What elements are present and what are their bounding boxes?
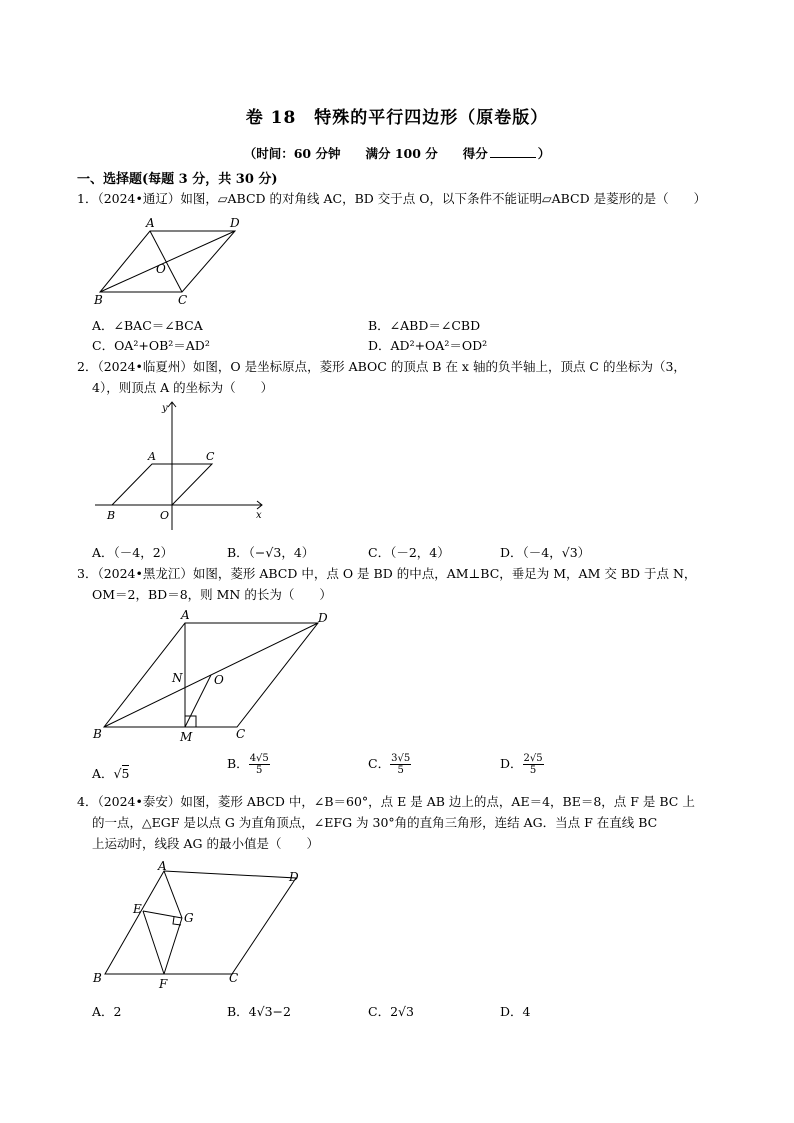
q3-option-c-prefix: C． [368, 756, 391, 771]
q3-option-d-fraction [523, 753, 544, 776]
rhombus-abcd [105, 871, 296, 974]
question-3-stem-line2: OM＝2，BD＝8，则 MN 的长为（ ） [92, 587, 332, 602]
label-o: O [214, 673, 224, 687]
label-f: F [159, 977, 168, 991]
q3-option-b-denominator: 5 [256, 765, 263, 776]
q3-option-a-prefix: A． [92, 766, 114, 781]
page-title: 卷 18 特殊的平行四边形（原卷版） [245, 108, 549, 128]
label-y: y [162, 403, 168, 414]
question-2-stem-line2: 4），则顶点 A 的坐标为（ ） [92, 380, 274, 395]
label-d: D [289, 870, 299, 884]
question-4-figure [88, 858, 318, 994]
question-4-stem-line1: 4．（2024•泰安）如图，菱形 ABCD 中，∠B＝60°，点 E 是 AB 边上的点，AE＝4，BE＝8，点 F 是 BC 上 [77, 794, 695, 809]
question-1-figure [90, 214, 250, 306]
q4-option-c: C．2√3 [368, 1004, 414, 1019]
q3-option-c-denominator: 5 [397, 765, 404, 776]
q3-option-d [500, 753, 544, 776]
sqrt-sign: √ [113, 766, 122, 781]
q2-option-b: B．（−√3，4） [227, 545, 315, 560]
q3-option-d-denominator: 5 [529, 765, 537, 776]
exam-info-close: ） [537, 146, 551, 161]
diagonal-bd [100, 231, 235, 292]
label-n: N [172, 671, 183, 685]
score-blank [490, 157, 536, 158]
q3-option-b [227, 753, 270, 776]
q4-option-a: A．2 [92, 1004, 122, 1019]
question-2-figure [90, 398, 270, 534]
q2-option-a: A．（－4，2） [92, 545, 174, 560]
question-3-figure [88, 606, 338, 748]
q3-option-b-prefix: B． [227, 756, 249, 771]
label-o: O [156, 262, 166, 276]
question-4-stem-line2: 的一点，△EGF 是以点 G 为直角顶点，∠EFG 为 30°角的直角三角形，连结 AG．当点 F 在直线 BC [92, 815, 658, 830]
segment-eg [143, 911, 182, 918]
label-c: C [206, 450, 215, 463]
question-3-stem-line1: 3．（2024•黑龙江）如图，菱形 ABCD 中，点 O 是 BD 的中点，AM⊥BC，垂足为 M，AM 交 BD 于点 N， [77, 566, 697, 581]
label-a: A [148, 450, 156, 463]
label-b: B [94, 293, 103, 306]
label-d: D [230, 216, 240, 230]
label-o: O [160, 509, 170, 522]
q1-option-c: C．OA²+OB²＝AD² [92, 338, 210, 353]
q4-option-d: D．4 [500, 1004, 531, 1019]
q3-option-b-fraction [249, 753, 270, 776]
q2-option-d: D．（－4，√3） [500, 545, 591, 560]
label-b: B [107, 509, 116, 522]
q3-option-a [92, 764, 129, 782]
question-4-stem-line3: 上运动时，线段 AG 的最小值是（ ） [92, 836, 319, 851]
section-heading: 一、选择题(每题 3 分，共 30 分) [77, 172, 278, 187]
question-1-stem: 1．（2024•通辽）如图，▱ABCD 的对角线 AC，BD 交于点 O，以下条件不能证明▱ABCD 是菱形的是（ ） [77, 191, 707, 206]
q2-option-c: C．（－2，4） [368, 545, 450, 560]
q4-option-b: B．4√3−2 [227, 1004, 291, 1019]
label-c: C [178, 293, 188, 306]
segment-ef [143, 911, 164, 974]
label-g: G [184, 911, 194, 925]
q3-option-c [368, 753, 411, 776]
segment-gf [164, 918, 182, 974]
q3-option-b-numerator: 4√5 [249, 753, 269, 764]
q3-option-c-numerator: 3√5 [391, 753, 411, 764]
diagonal-ac [150, 231, 182, 292]
q3-option-d-numerator: 2√5 [523, 753, 543, 764]
label-a: A [146, 216, 155, 230]
q3-option-c-fraction [390, 753, 411, 776]
q1-option-d: D．AD²+OA²＝OD² [368, 338, 488, 353]
q3-option-a-value: 5 [121, 766, 130, 781]
label-c: C [229, 971, 239, 985]
question-2-stem-line1: 2．（2024•临夏州）如图，O 是坐标原点，菱形 ABOC 的顶点 B 在 x 轴的负半轴上，顶点 C 的坐标为（3， [77, 359, 686, 374]
label-d: D [318, 611, 328, 625]
label-c: C [236, 727, 246, 741]
label-b: B [93, 727, 102, 741]
label-e: E [133, 902, 142, 916]
exam-info [0, 144, 794, 162]
q1-option-a: A．∠BAC＝∠BCA [92, 318, 203, 333]
exam-info-text: （时间：60 分钟 满分 100 分 得分 [243, 146, 488, 161]
label-b: B [93, 971, 102, 985]
label-m: M [180, 730, 193, 744]
segment-ag [164, 871, 182, 918]
segment-om [185, 675, 211, 727]
rhombus-aboc [112, 464, 212, 505]
label-a: A [181, 608, 190, 622]
label-a: A [158, 859, 167, 873]
right-angle-mark [185, 716, 196, 727]
q1-option-b: B．∠ABD＝∠CBD [368, 318, 481, 333]
label-x: x [256, 510, 262, 521]
q3-option-d-prefix: D． [500, 756, 523, 771]
